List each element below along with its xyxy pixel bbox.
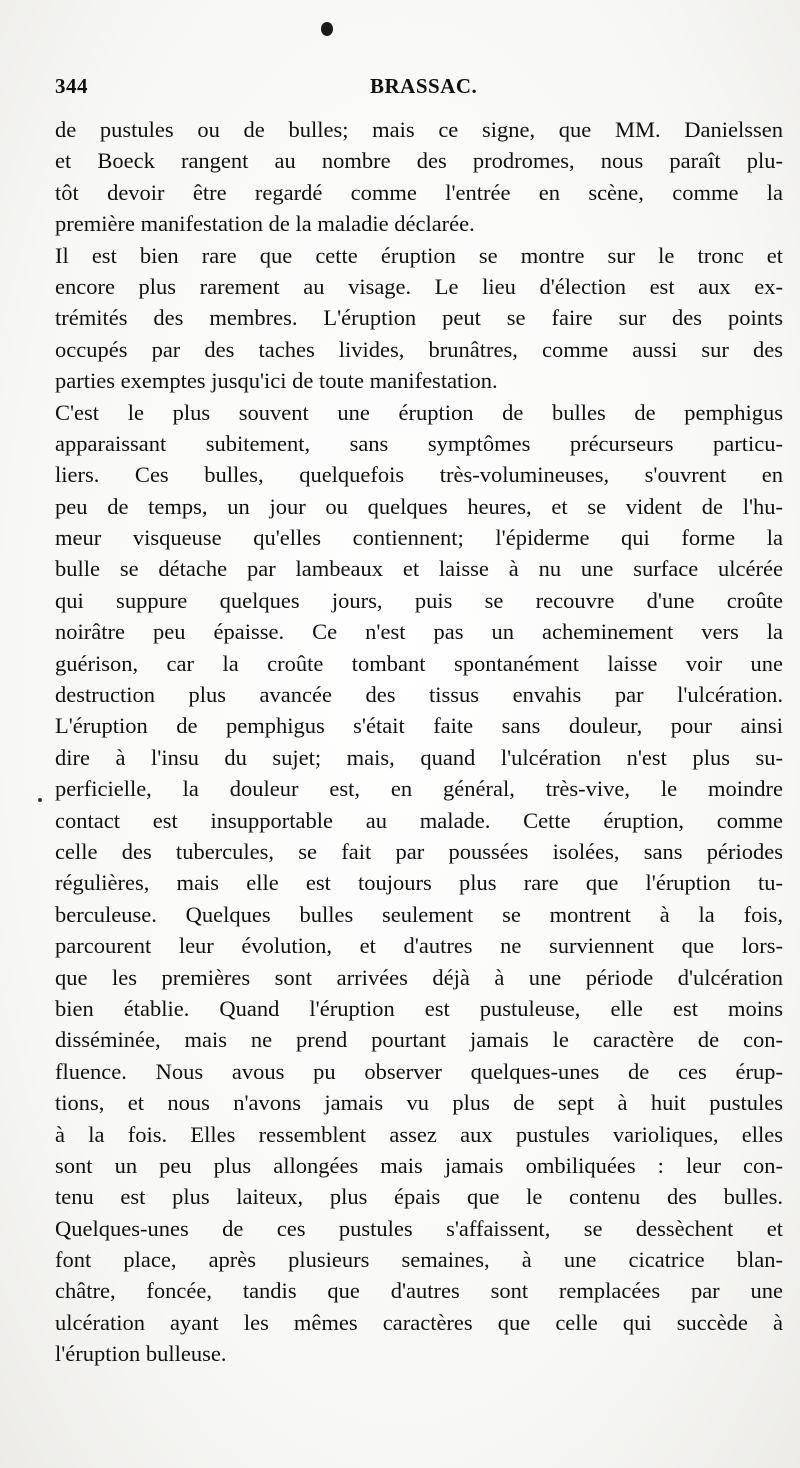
running-head: BRASSAC.: [370, 74, 478, 98]
text-line: l'éruption bulleuse.: [55, 1341, 227, 1367]
text-line: châtre, foncée, tandis que d'autres sont remplacées par une: [55, 1278, 783, 1304]
text-line: régulières, mais elle est toujours plus rare que l'éruption tu-: [55, 870, 783, 896]
text-line: encore plus rarement au visage. Le lieu d'élection est aux ex-: [55, 273, 783, 299]
text-line: destruction plus avancée des tissus envahis par l'ulcération.: [55, 682, 783, 708]
text-line: de pustules ou de bulles; mais ce signe, que MM. Danielssen: [55, 117, 783, 142]
text-line: L'éruption de pemphigus s'était faite sans douleur, pour ainsi: [55, 713, 783, 739]
text-line: parcourent leur évolution, et d'autres ne surviennent que lors-: [55, 933, 783, 959]
text-line: tenu est plus laiteux, plus épais que le contenu des bulles.: [55, 1184, 783, 1210]
text-line: à la fois. Elles ressemblent assez aux pustules varioliques, elles: [55, 1121, 783, 1147]
text-line: disséminée, mais ne prend pourtant jamais le caractère de con-: [55, 1027, 783, 1053]
text-line: berculeuse. Quelques bulles seulement se montrent à la fois,: [55, 901, 783, 927]
body-text: [55, 114, 783, 1370]
page-header: [55, 74, 745, 104]
text-line: occupés par des taches livides, brunâtres, comme aussi sur des: [55, 336, 783, 362]
text-line: meur visqueuse qu'elles contiennent; l'épiderme qui forme la: [55, 525, 783, 551]
text-line: bulle se détache par lambeaux et laisse à nu une surface ulcérée: [55, 556, 783, 582]
ink-blot: [321, 22, 333, 36]
text-line: peu de temps, un jour ou quelques heures, et se vident de l'hu-: [55, 493, 783, 519]
text-line: C'est le plus souvent une éruption de bulles de pemphigus: [55, 399, 783, 425]
text-line: que les premières sont arrivées déjà à une période d'ulcération: [55, 964, 783, 990]
text-line: font place, après plusieurs semaines, à une cicatrice blan-: [55, 1247, 783, 1273]
text-line: fluence. Nous avous pu observer quelques-unes de ces érup-: [55, 1058, 783, 1084]
margin-mark: [38, 798, 42, 802]
text-line: parties exemptes jusqu'ici de toute manifestation.: [55, 368, 498, 394]
text-line: trémités des membres. L'éruption peut se faire sur des points: [55, 305, 783, 331]
text-line: contact est insupportable au malade. Cette éruption, comme: [55, 807, 783, 833]
text-line: perficielle, la douleur est, en général, très-vive, le moindre: [55, 776, 783, 802]
text-line: et Boeck rangent au nombre des prodromes, nous paraît plu-: [55, 148, 783, 174]
page-number: 344: [55, 74, 88, 98]
text-line: ulcération ayant les mêmes caractères que celle qui succède à: [55, 1309, 783, 1335]
text-line: qui suppure quelques jours, puis se recouvre d'une croûte: [55, 587, 783, 613]
text-line: noirâtre peu épaisse. Ce n'est pas un acheminement vers la: [55, 619, 783, 645]
text-line: première manifestation de la maladie déclarée.: [55, 211, 475, 237]
text-line: liers. Ces bulles, quelquefois très-volumineuses, s'ouvrent en: [55, 462, 783, 488]
text-line: guérison, car la croûte tombant spontanément laisse voir une: [55, 650, 783, 676]
text-line: Quelques-unes de ces pustules s'affaissent, se dessèchent et: [55, 1215, 783, 1241]
text-line: sont un peu plus allongées mais jamais ombiliquées : leur con-: [55, 1152, 783, 1178]
text-line: bien établie. Quand l'éruption est pustuleuse, elle est moins: [55, 995, 783, 1021]
text-line: Il est bien rare que cette éruption se montre sur le tronc et: [55, 242, 783, 268]
text-line: celle des tubercules, se fait par poussées isolées, sans périodes: [55, 838, 783, 864]
text-line: tions, et nous n'avons jamais vu plus de sept à huit pustules: [55, 1090, 783, 1116]
text-line: apparaissant subitement, sans symptômes précurseurs particu-: [55, 430, 783, 456]
text-line: dire à l'insu du sujet; mais, quand l'ulcération n'est plus su-: [55, 744, 783, 770]
text-line: tôt devoir être regardé comme l'entrée en scène, comme la: [55, 179, 783, 205]
